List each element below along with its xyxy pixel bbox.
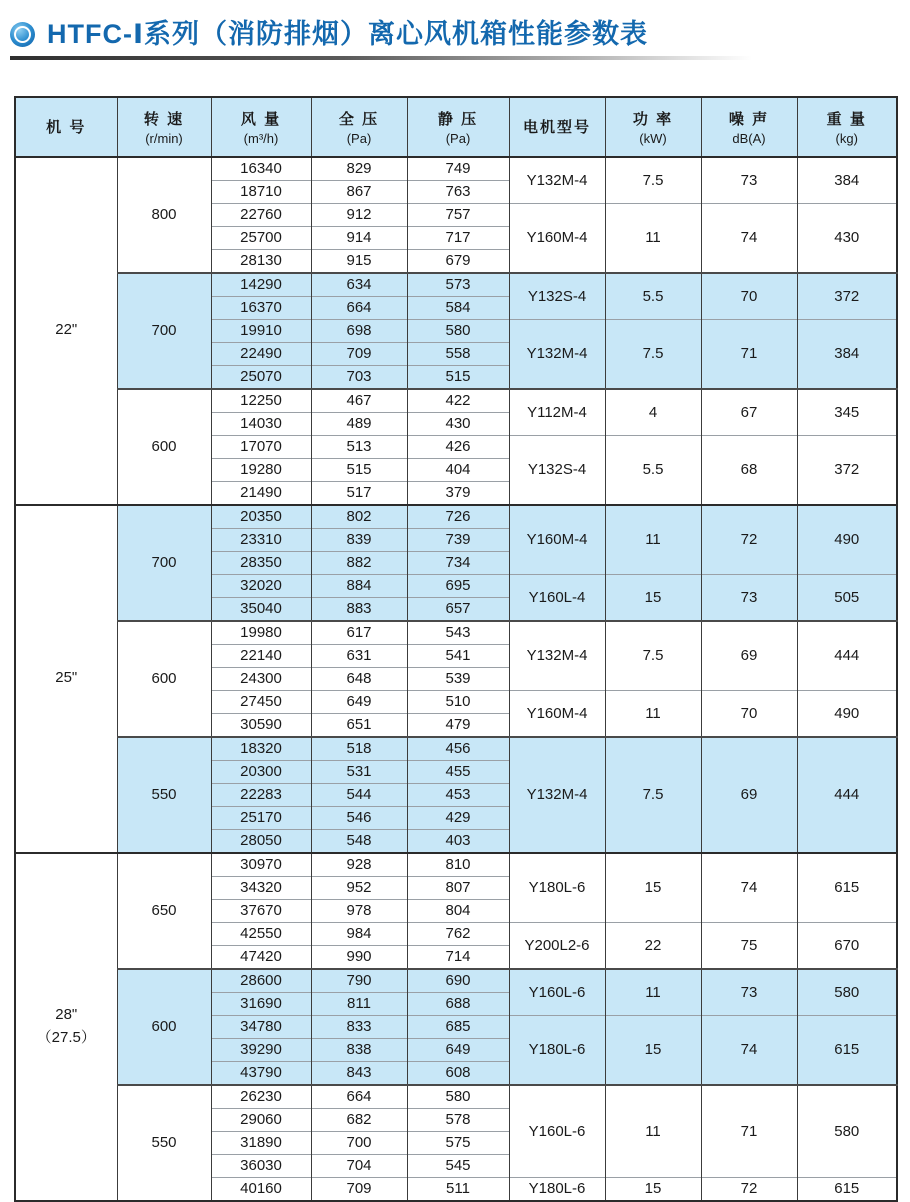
total-pressure-cell: 928 <box>311 853 407 877</box>
flow-cell: 34780 <box>211 1015 311 1038</box>
total-pressure-cell: 882 <box>311 551 407 574</box>
target-bullet-icon <box>10 22 35 47</box>
total-pressure-cell: 634 <box>311 273 407 297</box>
total-pressure-cell: 517 <box>311 481 407 505</box>
power-cell: 5.5 <box>605 273 701 320</box>
flow-cell: 28600 <box>211 969 311 993</box>
total-pressure-cell: 802 <box>311 505 407 529</box>
static-pressure-cell: 429 <box>407 806 509 829</box>
flow-cell: 19910 <box>211 319 311 342</box>
weight-cell: 490 <box>797 690 897 737</box>
motor-model-cell: Y200L2-6 <box>509 922 605 969</box>
flow-cell: 18320 <box>211 737 311 761</box>
static-pressure-cell: 453 <box>407 783 509 806</box>
column-header-label: 功 率 <box>632 110 674 128</box>
flow-cell: 32020 <box>211 574 311 597</box>
flow-cell: 25170 <box>211 806 311 829</box>
machine-size-cell-line: 22" <box>55 321 78 339</box>
static-pressure-cell: 403 <box>407 829 509 853</box>
column-header-unit: (kg) <box>835 130 858 146</box>
column-header-5 <box>509 97 605 157</box>
motor-model-cell: Y160L-4 <box>509 574 605 621</box>
motor-model-cell: Y160M-4 <box>509 505 605 575</box>
flow-cell: 12250 <box>211 389 311 413</box>
noise-cell: 72 <box>701 1177 797 1201</box>
static-pressure-cell: 685 <box>407 1015 509 1038</box>
weight-cell: 345 <box>797 389 897 436</box>
total-pressure-cell: 884 <box>311 574 407 597</box>
flow-cell: 42550 <box>211 922 311 945</box>
static-pressure-cell: 426 <box>407 435 509 458</box>
total-pressure-cell: 838 <box>311 1038 407 1061</box>
static-pressure-cell: 804 <box>407 899 509 922</box>
noise-cell: 71 <box>701 1085 797 1178</box>
total-pressure-cell: 515 <box>311 458 407 481</box>
flow-cell: 28050 <box>211 829 311 853</box>
total-pressure-cell: 649 <box>311 690 407 713</box>
weight-cell: 372 <box>797 435 897 505</box>
weight-cell: 430 <box>797 203 897 273</box>
noise-cell: 70 <box>701 273 797 320</box>
speed-cell: 700 <box>117 273 211 389</box>
flow-cell: 35040 <box>211 597 311 621</box>
flow-cell: 16370 <box>211 296 311 319</box>
static-pressure-cell: 810 <box>407 853 509 877</box>
machine-size-cell <box>15 157 117 505</box>
flow-cell: 18710 <box>211 180 311 203</box>
static-pressure-cell: 456 <box>407 737 509 761</box>
motor-model-cell: Y132M-4 <box>509 737 605 853</box>
total-pressure-cell: 648 <box>311 667 407 690</box>
weight-cell: 670 <box>797 922 897 969</box>
weight-cell: 384 <box>797 157 897 204</box>
flow-cell: 25700 <box>211 226 311 249</box>
static-pressure-cell: 584 <box>407 296 509 319</box>
total-pressure-cell: 829 <box>311 157 407 181</box>
flow-cell: 21490 <box>211 481 311 505</box>
total-pressure-cell: 682 <box>311 1108 407 1131</box>
noise-cell: 73 <box>701 574 797 621</box>
weight-cell: 384 <box>797 319 897 389</box>
total-pressure-cell: 883 <box>311 597 407 621</box>
column-header-label: 重 量 <box>826 110 867 128</box>
column-header-unit: (r/min) <box>145 130 183 146</box>
motor-model-cell: Y132M-4 <box>509 319 605 389</box>
column-header-label: 静 压 <box>437 110 479 128</box>
speed-cell: 550 <box>117 737 211 853</box>
table-row <box>15 273 897 297</box>
motor-model-cell: Y180L-6 <box>509 1177 605 1201</box>
flow-cell: 28130 <box>211 249 311 273</box>
flow-cell: 29060 <box>211 1108 311 1131</box>
motor-model-cell: Y132M-4 <box>509 157 605 204</box>
power-cell: 5.5 <box>605 435 701 505</box>
table-row <box>15 1085 897 1109</box>
flow-cell: 34320 <box>211 876 311 899</box>
weight-cell: 444 <box>797 621 897 691</box>
motor-model-cell: Y160L-6 <box>509 969 605 1016</box>
column-header-unit: (Pa) <box>346 130 372 146</box>
total-pressure-cell: 548 <box>311 829 407 853</box>
total-pressure-cell: 843 <box>311 1061 407 1085</box>
motor-model-cell: Y180L-6 <box>509 1015 605 1085</box>
power-cell: 7.5 <box>605 157 701 204</box>
power-cell: 15 <box>605 853 701 923</box>
total-pressure-cell: 704 <box>311 1154 407 1177</box>
weight-cell: 615 <box>797 853 897 923</box>
static-pressure-cell: 608 <box>407 1061 509 1085</box>
power-cell: 15 <box>605 574 701 621</box>
total-pressure-cell: 513 <box>311 435 407 458</box>
motor-model-cell: Y132S-4 <box>509 435 605 505</box>
power-cell: 7.5 <box>605 621 701 691</box>
motor-model-cell: Y112M-4 <box>509 389 605 436</box>
static-pressure-cell: 734 <box>407 551 509 574</box>
table-header-row <box>15 97 897 157</box>
static-pressure-cell: 649 <box>407 1038 509 1061</box>
speed-cell: 600 <box>117 389 211 505</box>
speed-cell: 600 <box>117 621 211 737</box>
fan-performance-table <box>14 96 898 1202</box>
static-pressure-cell: 688 <box>407 992 509 1015</box>
static-pressure-cell: 430 <box>407 412 509 435</box>
power-cell: 4 <box>605 389 701 436</box>
total-pressure-cell: 698 <box>311 319 407 342</box>
power-cell: 22 <box>605 922 701 969</box>
weight-cell: 505 <box>797 574 897 621</box>
column-header-8 <box>797 97 897 157</box>
total-pressure-cell: 544 <box>311 783 407 806</box>
static-pressure-cell: 717 <box>407 226 509 249</box>
total-pressure-cell: 978 <box>311 899 407 922</box>
static-pressure-cell: 545 <box>407 1154 509 1177</box>
page-header <box>0 0 910 50</box>
power-cell: 11 <box>605 203 701 273</box>
static-pressure-cell: 762 <box>407 922 509 945</box>
static-pressure-cell: 543 <box>407 621 509 645</box>
total-pressure-cell: 839 <box>311 528 407 551</box>
column-header-1 <box>117 97 211 157</box>
table-row <box>15 621 897 645</box>
flow-cell: 16340 <box>211 157 311 181</box>
column-header-label: 转 速 <box>143 110 185 128</box>
flow-cell: 39290 <box>211 1038 311 1061</box>
static-pressure-cell: 479 <box>407 713 509 737</box>
column-header-0 <box>15 97 117 157</box>
column-header-label: 噪 声 <box>728 110 770 128</box>
weight-cell: 490 <box>797 505 897 575</box>
static-pressure-cell: 714 <box>407 945 509 969</box>
total-pressure-cell: 489 <box>311 412 407 435</box>
total-pressure-cell: 631 <box>311 644 407 667</box>
column-header-label: 电机型号 <box>522 119 591 137</box>
table-row <box>15 969 897 993</box>
weight-cell: 372 <box>797 273 897 320</box>
flow-cell: 37670 <box>211 899 311 922</box>
weight-cell: 580 <box>797 1085 897 1178</box>
noise-cell: 74 <box>701 1015 797 1085</box>
flow-cell: 26230 <box>211 1085 311 1109</box>
weight-cell: 615 <box>797 1177 897 1201</box>
table-row <box>15 737 897 761</box>
flow-cell: 20350 <box>211 505 311 529</box>
static-pressure-cell: 404 <box>407 458 509 481</box>
flow-cell: 36030 <box>211 1154 311 1177</box>
power-cell: 11 <box>605 690 701 737</box>
total-pressure-cell: 984 <box>311 922 407 945</box>
motor-model-cell: Y132S-4 <box>509 273 605 320</box>
total-pressure-cell: 915 <box>311 249 407 273</box>
noise-cell: 69 <box>701 737 797 853</box>
machine-size-cell-line: （27.5） <box>36 1028 96 1046</box>
machine-size-cell-line: 25" <box>55 669 78 687</box>
static-pressure-cell: 679 <box>407 249 509 273</box>
static-pressure-cell: 422 <box>407 389 509 413</box>
column-header-3 <box>311 97 407 157</box>
power-cell: 11 <box>605 1085 701 1178</box>
flow-cell: 20300 <box>211 760 311 783</box>
total-pressure-cell: 914 <box>311 226 407 249</box>
noise-cell: 70 <box>701 690 797 737</box>
total-pressure-cell: 703 <box>311 365 407 389</box>
total-pressure-cell: 790 <box>311 969 407 993</box>
motor-model-cell: Y160M-4 <box>509 203 605 273</box>
speed-cell: 600 <box>117 969 211 1085</box>
total-pressure-cell: 531 <box>311 760 407 783</box>
flow-cell: 40160 <box>211 1177 311 1201</box>
weight-cell: 580 <box>797 969 897 1016</box>
static-pressure-cell: 695 <box>407 574 509 597</box>
machine-size-cell <box>15 505 117 853</box>
motor-model-cell: Y160M-4 <box>509 690 605 737</box>
weight-cell: 444 <box>797 737 897 853</box>
static-pressure-cell: 580 <box>407 319 509 342</box>
power-cell: 11 <box>605 505 701 575</box>
total-pressure-cell: 867 <box>311 180 407 203</box>
noise-cell: 69 <box>701 621 797 691</box>
static-pressure-cell: 379 <box>407 481 509 505</box>
total-pressure-cell: 700 <box>311 1131 407 1154</box>
total-pressure-cell: 546 <box>311 806 407 829</box>
static-pressure-cell: 578 <box>407 1108 509 1131</box>
static-pressure-cell: 510 <box>407 690 509 713</box>
static-pressure-cell: 763 <box>407 180 509 203</box>
total-pressure-cell: 833 <box>311 1015 407 1038</box>
static-pressure-cell: 580 <box>407 1085 509 1109</box>
column-header-7 <box>701 97 797 157</box>
flow-cell: 22140 <box>211 644 311 667</box>
noise-cell: 73 <box>701 157 797 204</box>
flow-cell: 14290 <box>211 273 311 297</box>
table-row <box>15 389 897 413</box>
machine-size-cell-line: 28" <box>55 1006 78 1024</box>
noise-cell: 71 <box>701 319 797 389</box>
column-header-unit: dB(A) <box>732 130 766 146</box>
title-underline-divider <box>10 56 752 60</box>
flow-cell: 28350 <box>211 551 311 574</box>
static-pressure-cell: 749 <box>407 157 509 181</box>
motor-model-cell: Y160L-6 <box>509 1085 605 1178</box>
column-header-label: 机 号 <box>46 119 87 137</box>
flow-cell: 14030 <box>211 412 311 435</box>
flow-cell: 30590 <box>211 713 311 737</box>
flow-cell: 22760 <box>211 203 311 226</box>
static-pressure-cell: 573 <box>407 273 509 297</box>
power-cell: 11 <box>605 969 701 1016</box>
machine-size-cell <box>15 853 117 1201</box>
table-row <box>15 505 897 529</box>
static-pressure-cell: 757 <box>407 203 509 226</box>
static-pressure-cell: 511 <box>407 1177 509 1201</box>
flow-cell: 30970 <box>211 853 311 877</box>
flow-cell: 31690 <box>211 992 311 1015</box>
page-title: HTFC-Ⅰ系列（消防排烟）离心风机箱性能参数表 <box>47 19 649 49</box>
total-pressure-cell: 952 <box>311 876 407 899</box>
power-cell: 7.5 <box>605 319 701 389</box>
total-pressure-cell: 617 <box>311 621 407 645</box>
static-pressure-cell: 690 <box>407 969 509 993</box>
column-header-label: 全 压 <box>338 110 380 128</box>
flow-cell: 27450 <box>211 690 311 713</box>
static-pressure-cell: 657 <box>407 597 509 621</box>
power-cell: 15 <box>605 1015 701 1085</box>
flow-cell: 19980 <box>211 621 311 645</box>
column-header-4 <box>407 97 509 157</box>
speed-cell: 700 <box>117 505 211 621</box>
noise-cell: 74 <box>701 203 797 273</box>
static-pressure-cell: 541 <box>407 644 509 667</box>
speed-cell: 550 <box>117 1085 211 1201</box>
total-pressure-cell: 664 <box>311 1085 407 1109</box>
noise-cell: 68 <box>701 435 797 505</box>
static-pressure-cell: 807 <box>407 876 509 899</box>
noise-cell: 73 <box>701 969 797 1016</box>
column-header-unit: (m³/h) <box>243 130 279 146</box>
static-pressure-cell: 739 <box>407 528 509 551</box>
flow-cell: 23310 <box>211 528 311 551</box>
static-pressure-cell: 539 <box>407 667 509 690</box>
power-cell: 7.5 <box>605 737 701 853</box>
total-pressure-cell: 990 <box>311 945 407 969</box>
total-pressure-cell: 518 <box>311 737 407 761</box>
performance-table-wrap <box>14 96 910 1202</box>
flow-cell: 22490 <box>211 342 311 365</box>
speed-cell: 800 <box>117 157 211 273</box>
power-cell: 15 <box>605 1177 701 1201</box>
noise-cell: 67 <box>701 389 797 436</box>
flow-cell: 25070 <box>211 365 311 389</box>
weight-cell: 615 <box>797 1015 897 1085</box>
flow-cell: 24300 <box>211 667 311 690</box>
total-pressure-cell: 709 <box>311 342 407 365</box>
total-pressure-cell: 664 <box>311 296 407 319</box>
flow-cell: 47420 <box>211 945 311 969</box>
column-header-unit: (kW) <box>639 130 667 146</box>
noise-cell: 72 <box>701 505 797 575</box>
column-header-unit: (Pa) <box>445 130 471 146</box>
static-pressure-cell: 726 <box>407 505 509 529</box>
motor-model-cell: Y132M-4 <box>509 621 605 691</box>
total-pressure-cell: 912 <box>311 203 407 226</box>
total-pressure-cell: 467 <box>311 389 407 413</box>
table-row <box>15 853 897 877</box>
flow-cell: 22283 <box>211 783 311 806</box>
flow-cell: 43790 <box>211 1061 311 1085</box>
column-header-2 <box>211 97 311 157</box>
flow-cell: 19280 <box>211 458 311 481</box>
total-pressure-cell: 811 <box>311 992 407 1015</box>
column-header-label: 风 量 <box>240 110 282 128</box>
static-pressure-cell: 575 <box>407 1131 509 1154</box>
speed-cell: 650 <box>117 853 211 969</box>
noise-cell: 75 <box>701 922 797 969</box>
static-pressure-cell: 455 <box>407 760 509 783</box>
total-pressure-cell: 709 <box>311 1177 407 1201</box>
flow-cell: 31890 <box>211 1131 311 1154</box>
motor-model-cell: Y180L-6 <box>509 853 605 923</box>
static-pressure-cell: 515 <box>407 365 509 389</box>
flow-cell: 17070 <box>211 435 311 458</box>
table-row <box>15 157 897 181</box>
static-pressure-cell: 558 <box>407 342 509 365</box>
column-header-6 <box>605 97 701 157</box>
noise-cell: 74 <box>701 853 797 923</box>
total-pressure-cell: 651 <box>311 713 407 737</box>
